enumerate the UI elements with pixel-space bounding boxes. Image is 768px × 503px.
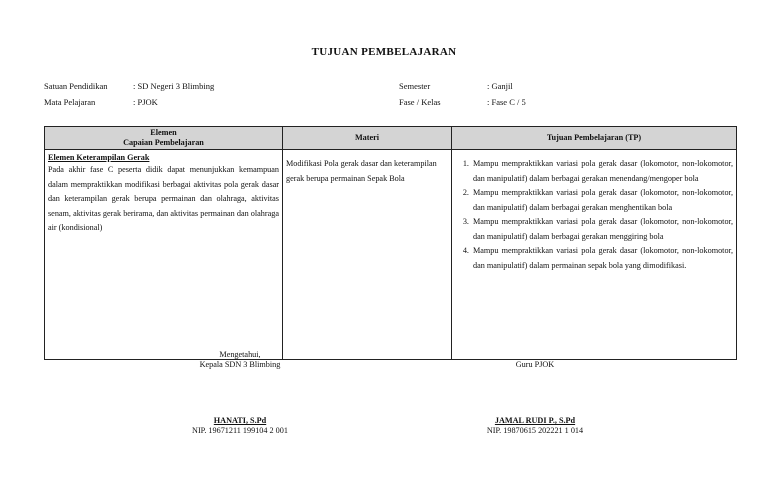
table-header-row [45,127,737,150]
materi-text: Modifikasi Pola gerak dasar dan keterampilan gerak berupa permainan Sepak Bola [286,159,437,183]
signature-left [150,350,330,436]
tp-item: 2. Mampu mempraktikkan variasi pola gerak dasar (lokomotor, non-lokomotor, dan manipulatif) dalam berbagai gerakan menghentikan bola [471,186,733,215]
capaian-text: Pada akhir fase C peserta didik dapat menunjukkan kemampuan dalam mempraktikkan modifikasi berbagai aktivitas pola gerak dasar dan keterampilan gerak berupa permainan dan olahraga, aktivitas senam, aktivitas gerak berirama, dan aktivitas permainan dan olahraga air (kondisional) [48,165,279,232]
sig-left-line1: Mengetahui, [219,350,261,359]
sig-right-line1: Guru PJOK [515,360,555,369]
header-materi: Materi [283,127,452,150]
sig-left-name: HANATI, S.Pd [213,416,267,425]
header-capaian-line2: Capaian Pembelajaran [123,138,204,147]
satuan-value: : SD Negeri 3 Blimbing [133,81,215,91]
sig-right-nip: NIP. 19870615 202221 1 014 [486,426,584,435]
capaian-cell [45,150,283,360]
tp-cell [452,150,737,360]
elemen-title: Elemen Keterampilan Gerak [48,153,150,162]
signature-right [445,360,625,436]
semester-value: : Ganjil [487,81,513,91]
semester-label: Semester [399,81,431,91]
sig-right-name: JAMAL RUDI P., S.Pd [494,416,576,425]
header-tp: Tujuan Pembelajaran (TP) [452,127,737,150]
satuan-label: Satuan Pendidikan [44,81,108,91]
materi-cell [283,150,452,360]
mapel-value: : PJOK [133,97,158,107]
tp-item: 3. Mampu mempraktikkan variasi pola gerak dasar (lokomotor, non-lokomotor, dan manipulatif) dalam berbagai gerakan menggiring bola [471,215,733,244]
fase-value: : Fase C / 5 [487,97,526,107]
tp-list [455,152,733,273]
header-capaian-line1: Elemen [150,128,177,137]
document-title: TUJUAN PEMBELAJARAN [311,46,457,58]
table-row [45,150,737,360]
sig-left-nip: NIP. 19671211 199104 2 001 [192,426,288,435]
tp-item: 4. Mampu mempraktikkan variasi pola gerak dasar (lokomotor, non-lokomotor, dan manipulatif) dalam permainan sepak bola yang dimodifikasi. [471,244,733,273]
tp-item: 1. Mampu mempraktikkan variasi pola gerak dasar (lokomotor, non-lokomotor, dan manipulatif) dalam berbagai gerakan menendang/mengoper bola [471,157,733,186]
learning-objectives-table [44,126,737,360]
sig-left-line2: Kepala SDN 3 Blimbing [199,360,281,369]
header-capaian [45,127,283,150]
mapel-label: Mata Pelajaran [44,97,96,107]
fase-label: Fase / Kelas [399,97,441,107]
